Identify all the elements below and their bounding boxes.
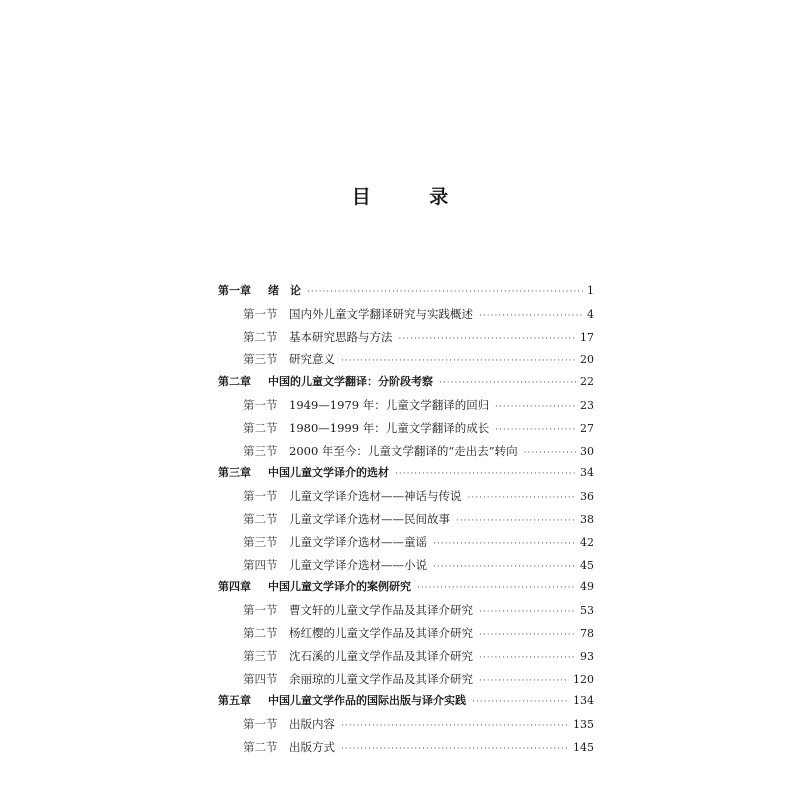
toc-chapter-row[interactable] bbox=[218, 371, 594, 394]
toc-entry-label: 第二章 bbox=[218, 375, 251, 389]
toc-chapter-row[interactable] bbox=[218, 280, 594, 303]
toc-page-number: 23 bbox=[580, 398, 594, 412]
toc-entry-heading: 余丽琼的儿童文学作品及其译介研究 bbox=[289, 671, 473, 686]
toc-entry-label: 第一章 bbox=[218, 284, 251, 297]
toc-leader-dots bbox=[341, 738, 569, 761]
toc-leader-dots bbox=[479, 601, 576, 624]
toc-entry-heading: 绪 论 bbox=[268, 284, 301, 297]
toc-section-row[interactable] bbox=[218, 394, 594, 417]
toc-leader-dots bbox=[524, 442, 576, 465]
toc-entry-label: 第三节 bbox=[243, 352, 278, 367]
toc-page-number: 20 bbox=[580, 353, 594, 367]
toc-leader-dots bbox=[341, 715, 569, 738]
toc-entry-heading: 中国儿童文学译介的案例研究 bbox=[268, 580, 411, 594]
toc-entry-label: 第五章 bbox=[218, 694, 251, 708]
toc-page-number: 93 bbox=[580, 649, 594, 663]
toc-entry-heading: 儿童文学译介选材——民间故事 bbox=[289, 511, 450, 526]
toc-chapter-row[interactable] bbox=[218, 690, 594, 713]
toc-section-row[interactable] bbox=[218, 736, 594, 759]
toc-leader-dots bbox=[495, 419, 576, 442]
toc-page-number: 78 bbox=[580, 626, 594, 640]
toc-entry-label: 第二节 bbox=[243, 739, 278, 754]
toc-leader-dots bbox=[399, 328, 577, 351]
toc-entry-label: 第一节 bbox=[243, 397, 278, 412]
toc-entry-label: 第一节 bbox=[243, 489, 278, 504]
toc-section-row[interactable] bbox=[218, 303, 594, 326]
toc-entry-label: 第二节 bbox=[243, 329, 278, 344]
toc-leader-dots bbox=[479, 624, 576, 647]
toc-chapter-row[interactable] bbox=[218, 576, 594, 599]
toc-entry-label: 第一节 bbox=[243, 717, 278, 732]
toc-section-row[interactable] bbox=[218, 622, 594, 645]
toc-section-row[interactable] bbox=[218, 417, 594, 440]
toc-entry-heading: 儿童文学译介选材——童谣 bbox=[289, 534, 427, 549]
toc-page-number: 45 bbox=[580, 558, 594, 572]
toc-section-row[interactable] bbox=[218, 713, 594, 736]
toc-leader-dots bbox=[495, 396, 576, 419]
toc-section-row[interactable] bbox=[218, 485, 594, 508]
toc-leader-dots bbox=[417, 577, 576, 600]
toc-entry-label: 第四节 bbox=[243, 671, 278, 686]
toc-entry-heading: 中国儿童文学译介的选材 bbox=[268, 466, 389, 480]
toc-leader-dots bbox=[479, 670, 569, 693]
toc-entry-heading: 曹文轩的儿童文学作品及其译介研究 bbox=[289, 603, 473, 618]
toc-section-row[interactable] bbox=[218, 554, 594, 577]
toc-leader-dots bbox=[479, 305, 583, 328]
toc-page-number: 34 bbox=[580, 466, 594, 480]
toc-entry-label: 第二节 bbox=[243, 420, 278, 435]
toc-page-number: 145 bbox=[573, 740, 594, 754]
toc-section-row[interactable] bbox=[218, 668, 594, 691]
toc-page-number: 17 bbox=[580, 330, 594, 344]
toc-entry-heading: 国内外儿童文学翻译研究与实践概述 bbox=[289, 306, 473, 321]
toc-entry-heading: 中国的儿童文学翻译：分阶段考察 bbox=[268, 375, 433, 389]
toc-entry-heading: 出版内容 bbox=[289, 717, 335, 732]
toc-page-number: 53 bbox=[580, 604, 594, 618]
toc-entry-label: 第三节 bbox=[243, 648, 278, 663]
toc-page-number: 22 bbox=[580, 375, 594, 389]
toc-entry-label: 第三节 bbox=[243, 443, 278, 458]
toc-page-number: 134 bbox=[573, 694, 594, 708]
toc-page-number: 120 bbox=[573, 672, 594, 686]
table-of-contents bbox=[218, 280, 594, 759]
toc-entry-label: 第三节 bbox=[243, 534, 278, 549]
toc-page-number: 4 bbox=[587, 307, 594, 321]
toc-leader-dots bbox=[433, 556, 576, 579]
toc-page-number: 38 bbox=[580, 512, 594, 526]
toc-entry-label: 第一节 bbox=[243, 603, 278, 618]
toc-leader-dots bbox=[307, 281, 583, 304]
toc-section-row[interactable] bbox=[218, 326, 594, 349]
toc-entry-heading: 沈石溪的儿童文学作品及其译介研究 bbox=[289, 648, 473, 663]
toc-chapter-row[interactable] bbox=[218, 462, 594, 485]
toc-page-number: 36 bbox=[580, 490, 594, 504]
toc-section-row[interactable] bbox=[218, 508, 594, 531]
toc-entry-label: 第三章 bbox=[218, 466, 251, 480]
toc-entry-heading: 儿童文学译介选材——神话与传说 bbox=[289, 489, 462, 504]
page-title: 目 录 bbox=[351, 186, 475, 208]
toc-section-row[interactable] bbox=[218, 531, 594, 554]
toc-section-row[interactable] bbox=[218, 440, 594, 463]
toc-section-row[interactable] bbox=[218, 599, 594, 622]
toc-leader-dots bbox=[395, 463, 576, 486]
toc-entry-heading: 1980—1999 年：儿童文学翻译的成长 bbox=[289, 420, 490, 435]
toc-entry-heading: 2000 年至今：儿童文学翻译的“走出去”转向 bbox=[289, 443, 518, 458]
toc-leader-dots bbox=[456, 510, 576, 533]
toc-entry-heading: 杨红樱的儿童文学作品及其译介研究 bbox=[289, 625, 473, 640]
toc-entry-heading: 基本研究思路与方法 bbox=[289, 329, 393, 344]
toc-entry-heading: 出版方式 bbox=[289, 739, 335, 754]
toc-page-number: 135 bbox=[573, 718, 594, 732]
toc-leader-dots bbox=[468, 487, 577, 510]
toc-entry-label: 第一节 bbox=[243, 306, 278, 321]
toc-entry-label: 第四章 bbox=[218, 580, 251, 594]
toc-entry-label: 第四节 bbox=[243, 557, 278, 572]
toc-leader-dots bbox=[479, 647, 576, 670]
toc-page-number: 49 bbox=[580, 580, 594, 594]
toc-page-number: 30 bbox=[580, 444, 594, 458]
toc-entry-heading: 研究意义 bbox=[289, 352, 335, 367]
toc-leader-dots bbox=[439, 372, 576, 395]
toc-entry-heading: 中国儿童文学作品的国际出版与译介实践 bbox=[268, 694, 466, 708]
toc-entry-label: 第二节 bbox=[243, 511, 278, 526]
toc-leader-dots bbox=[433, 533, 576, 556]
toc-page-number: 42 bbox=[580, 535, 594, 549]
toc-entry-label: 第二节 bbox=[243, 625, 278, 640]
toc-entry-heading: 儿童文学译介选材——小说 bbox=[289, 557, 427, 572]
toc-page-number: 27 bbox=[580, 421, 594, 435]
toc-entry-heading: 1949—1979 年：儿童文学翻译的回归 bbox=[289, 397, 490, 412]
toc-section-row[interactable] bbox=[218, 645, 594, 668]
toc-section-row[interactable] bbox=[218, 348, 594, 371]
toc-leader-dots bbox=[472, 691, 569, 714]
toc-leader-dots bbox=[341, 350, 576, 373]
toc-page-number: 1 bbox=[587, 284, 594, 297]
